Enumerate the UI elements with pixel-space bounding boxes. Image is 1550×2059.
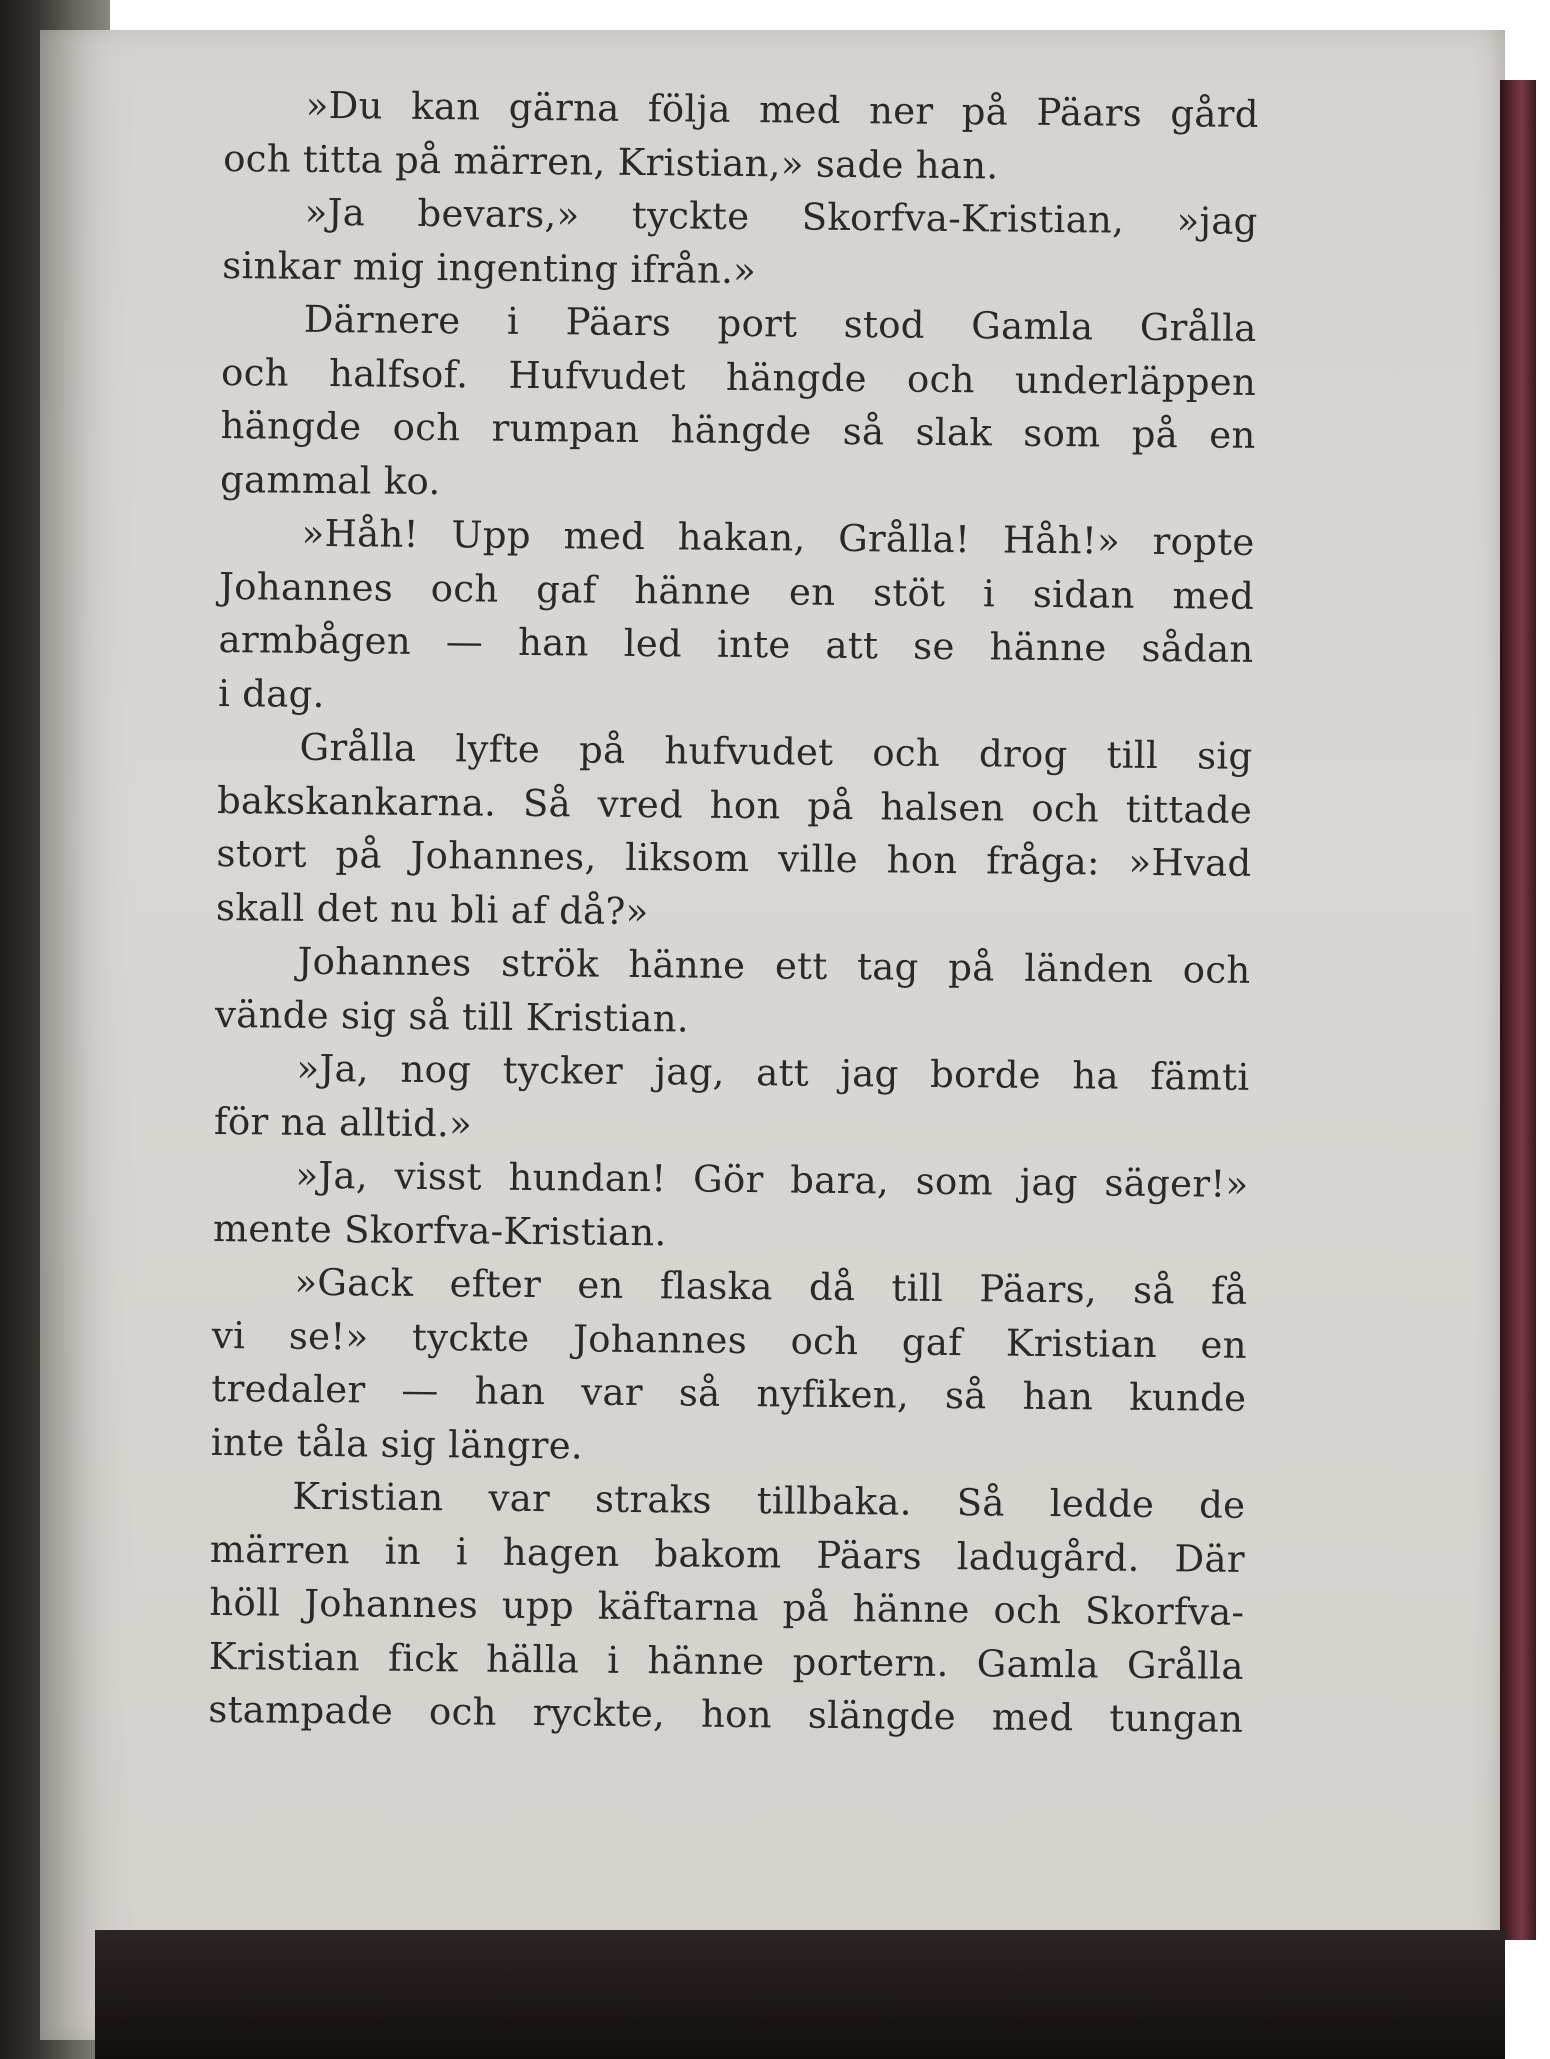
text-line: mente Skorfva-Kristian. bbox=[212, 1206, 667, 1254]
text-line: stampade och ryckte, hon slängde med tungan bbox=[208, 1687, 1244, 1741]
text-line: Grålla lyfte på hufvudet och drog till sig bbox=[299, 725, 1253, 778]
text-line: »Ja, visst hundan! Gör bara, som jag säger!» bbox=[295, 1153, 1249, 1206]
text-line: armbågen — han led inte att se hänne sådan bbox=[218, 617, 1254, 671]
text-line: Johannes strök hänne ett tag på länden och bbox=[297, 939, 1251, 992]
text-line: »Ja bevars,» tyckte Skorfva-Kristian, »jag bbox=[304, 190, 1258, 243]
text-line: »Du kan gärna följa med ner på Päars gård bbox=[305, 83, 1259, 136]
text-line: höll Johannes upp käftarna på hänne och Skorfva- bbox=[209, 1580, 1245, 1634]
text-line: för na alltid.» bbox=[213, 1099, 473, 1145]
text-line: vände sig så till Kristian. bbox=[214, 992, 690, 1041]
text-line: »Ja, nog tycker jag, att jag borde ha fämti bbox=[296, 1046, 1250, 1099]
text-line: hängde och rumpan hängde så slak som på en bbox=[220, 403, 1256, 457]
text-line: Därnere i Päars port stod Gamla Grålla bbox=[303, 297, 1257, 350]
book-bottom-edge bbox=[95, 1930, 1505, 2059]
text-line: »Håh! Upp med hakan, Grålla! Håh!» ropte bbox=[301, 511, 1255, 564]
text-line: tredaler — han var så nyfiken, så han kunde bbox=[211, 1366, 1247, 1420]
text-line: märren in i hagen bakom Päars ladugård. Där bbox=[209, 1527, 1246, 1581]
text-line: vi se!» tyckte Johannes och gaf Kristian en bbox=[211, 1313, 1248, 1367]
text-line: gammal ko. bbox=[219, 457, 441, 503]
text-line: inte tåla sig längre. bbox=[210, 1420, 584, 1468]
text-line: bakskankarna. Så vred hon på halsen och tittade bbox=[216, 778, 1253, 832]
text-line: i dag. bbox=[217, 671, 325, 716]
text-line: Kristian var straks tillbaka. Så ledde de bbox=[292, 1474, 1246, 1527]
text-line: Johannes och gaf hänne en stöt i sidan med bbox=[218, 564, 1255, 618]
page-text-block bbox=[208, 78, 1259, 1746]
text-line: och titta på märren, Kristian,» sade han. bbox=[223, 136, 999, 187]
text-line: stort på Johannes, liksom ville hon fråga: »Hvad bbox=[216, 831, 1252, 885]
text-line: »Gack efter en flaska då till Päars, så få bbox=[294, 1260, 1248, 1313]
text-line: Kristian fick hälla i hänne portern. Gamla Grålla bbox=[208, 1634, 1245, 1688]
text-line: sinkar mig ingenting ifrån.» bbox=[221, 243, 757, 292]
text-line: och halfsof. Hufvudet hängde och underläppen bbox=[220, 350, 1257, 404]
text-line: skall det nu bli af då?» bbox=[215, 885, 649, 933]
book-cover-edge bbox=[1500, 80, 1536, 1940]
